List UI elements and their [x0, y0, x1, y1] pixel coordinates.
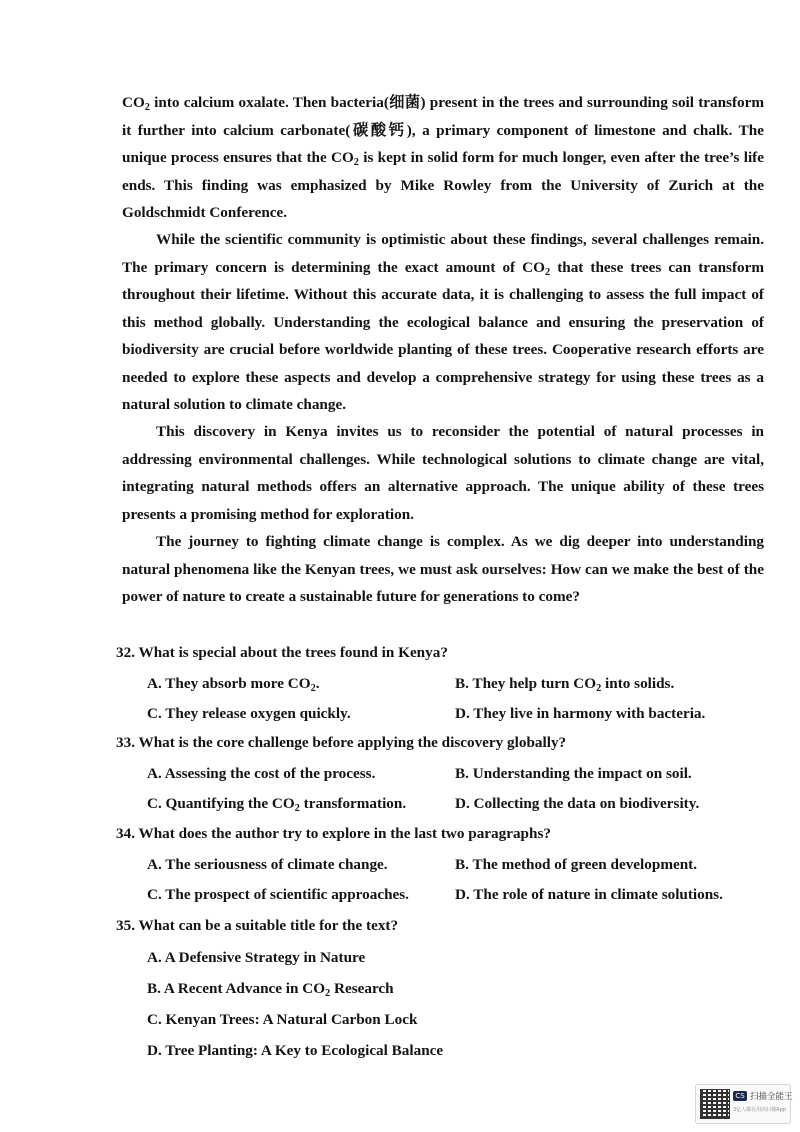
qr-code-icon — [700, 1089, 730, 1119]
question-34-option-a[interactable]: A. The seriousness of climate change. — [147, 856, 388, 873]
question-35-option-b[interactable]: B. A Recent Advance in $CO_2$ Research — [147, 980, 394, 999]
question-33-option-d[interactable]: D. Collecting the data on biodiversity. — [455, 795, 700, 812]
question-34-stem: 34. What does the author try to explore in the last two paragraphs? — [116, 825, 551, 842]
question-33-option-a[interactable]: A. Assessing the cost of the process. — [147, 765, 376, 782]
question-34-option-d[interactable]: D. The role of nature in climate solutions. — [455, 886, 723, 903]
watermark-subtitle: 3亿人都在用的扫描App — [733, 1107, 786, 1113]
question-32-stem: 32. What is special about the trees found in Kenya? — [116, 644, 448, 661]
question-32-option-c[interactable]: C. They release oxygen quickly. — [147, 705, 351, 722]
question-35-option-c[interactable]: C. Kenyan Trees: A Natural Carbon Lock — [147, 1011, 418, 1028]
question-32-option-d[interactable]: D. They live in harmony with bacteria. — [455, 705, 706, 722]
question-33-stem: 33. What is the core challenge before applying the discovery globally? — [116, 734, 567, 751]
passage-paragraph-1: $CO_2$ into calcium oxalate. Then bacteria(细菌) present in the trees and surrounding soil transform it further into calcium carbonate(碳酸钙), a primary component of limestone and chalk. The unique process ensures that the $CO_2$ is kept in solid form for much longer, even after the tree’s life ends. This finding was emphasized by Mike Rowley from the University of Zurich at the Goldschmidt Conference. — [122, 94, 764, 221]
question-35-stem: 35. What can be a suitable title for the text? — [116, 917, 399, 934]
question-32-option-b[interactable]: B. They help turn $CO_2$ into solids. — [455, 675, 675, 694]
question-33-option-b[interactable]: B. Understanding the impact on soil. — [455, 765, 692, 782]
question-35-option-a[interactable]: A. A Defensive Strategy in Nature — [147, 949, 366, 966]
question-34-option-b[interactable]: B. The method of green development. — [455, 856, 698, 873]
question-34-option-c[interactable]: C. The prospect of scientific approaches. — [147, 886, 409, 903]
watermark-title: 扫描全能王 — [750, 1092, 793, 1102]
passage-paragraph-3: This discovery in Kenya invites us to reconsider the potential of natural processes in addressing environmental challenges. While technological solutions to climate change are vital, integrating natural methods offers an alternative approach. The unique ability of these trees presents a promising method for exploration. — [122, 423, 764, 523]
question-35-option-d[interactable]: D. Tree Planting: A Key to Ecological Balance — [147, 1042, 444, 1059]
camscanner-logo: CS — [733, 1091, 747, 1101]
passage-paragraph-2: While the scientific community is optimistic about these findings, several challenges remain. The primary concern is determining the exact amount of $CO_2$ that these trees can transform throughout their lifetime. Without this accurate data, it is challenging to assess the full impact of this method globally. Understanding the ecological balance and ensuring the preservation of biodiversity are crucial before worldwide planting of these trees. Cooperative research efforts are needed to explore these aspects and develop a comprehensive strategy for using these trees as a natural solution to climate change. — [122, 231, 765, 413]
passage-paragraph-4: The journey to fighting climate change is complex. As we dig deeper into understanding natural phenomena like the Kenyan trees, we must ask ourselves: How can we make the best of the power of nature to create a sustainable future for generations to come? — [122, 533, 764, 605]
scanner-watermark — [695, 1084, 791, 1124]
question-32-option-a[interactable]: A. They absorb more $CO_2$. — [147, 675, 320, 694]
question-33-option-c[interactable]: C. Quantifying the $CO_2$ transformation. — [147, 795, 407, 814]
